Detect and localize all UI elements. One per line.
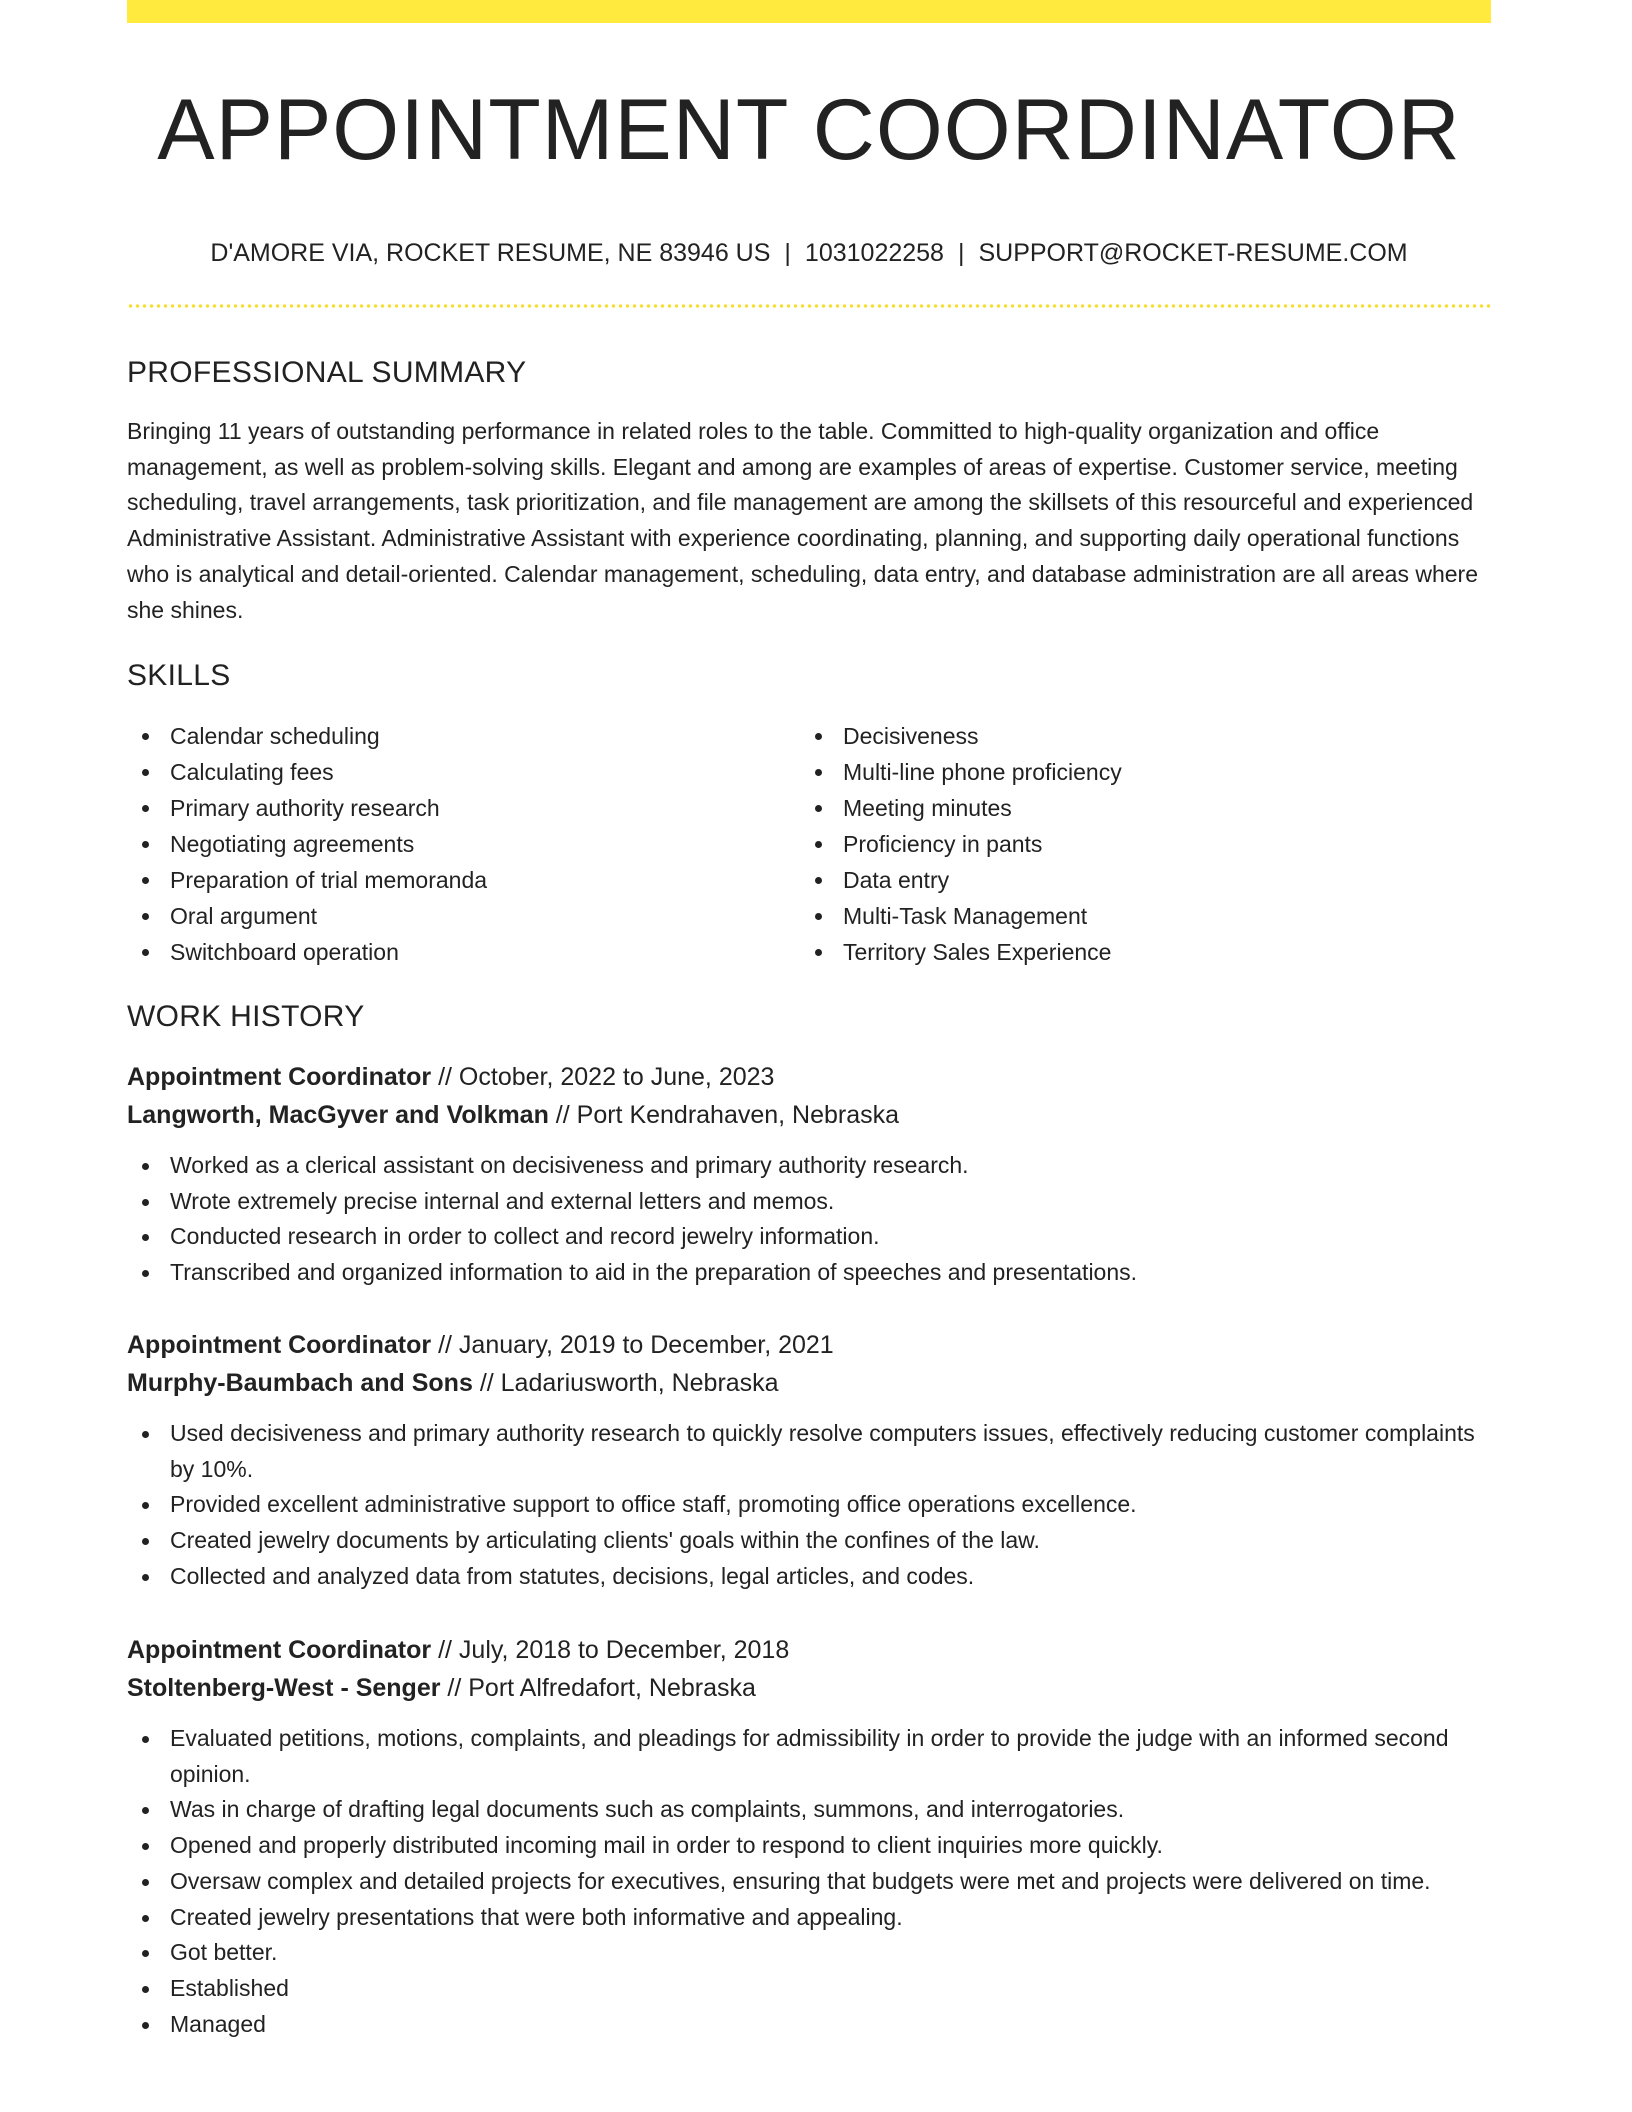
job-bullet: Wrote extremely precise internal and external letters and memos. (127, 1184, 1491, 1220)
job-bullet: Collected and analyzed data from statutes, decisions, legal articles, and codes. (127, 1559, 1491, 1595)
skill-item: Decisiveness (800, 718, 1490, 754)
contact-email: SUPPORT@ROCKET-RESUME.COM (978, 239, 1408, 267)
job-bullet: Managed (127, 2007, 1491, 2043)
job-location: // Port Kendrahaven, Nebraska (548, 1101, 900, 1129)
job-bullets (127, 1416, 1491, 1595)
job-bullet: Created jewelry presentations that were both informative and appealing. (127, 1900, 1491, 1936)
skills-list-left (127, 718, 767, 970)
contact-address: D'AMORE VIA, ROCKET RESUME, NE 83946 US (210, 239, 771, 267)
job-bullet: Transcribed and organized information to aid in the preparation of speeches and presentations. (127, 1255, 1491, 1291)
skill-item: Proficiency in pants (800, 826, 1490, 862)
job-title: Appointment Coordinator (127, 1636, 432, 1664)
job-title: Appointment Coordinator (127, 1063, 432, 1091)
job-bullet: Worked as a clerical assistant on decisiveness and primary authority research. (127, 1148, 1491, 1184)
contact-phone: 1031022258 (804, 239, 944, 267)
job-company: Langworth, MacGyver and Volkman (127, 1101, 549, 1129)
job-title-line (127, 1631, 1491, 1669)
skill-item: Territory Sales Experience (800, 934, 1490, 970)
job-entry (127, 1326, 1491, 1595)
summary-text: Bringing 11 years of outstanding performance in related roles to the table. Committed to high-quality organization and office management, as well as problem-solving skills. Elegant and among are examples of areas of expertise. Customer service, meeting scheduling, travel arrangements, task prioritization, and file management are among the skillsets of this resourceful and experienced Administrative Assistant. Administrative Assistant with experience coordinating, planning, and supporting daily operational functions who is analytical and detail-oriented. Calendar management, scheduling, data entry, and database administration are all areas where she shines. (127, 418, 1478, 623)
job-bullet: Evaluated petitions, motions, complaints, and pleadings for admissibility in order to provide the judge with an informed second opinion. (127, 1721, 1491, 1792)
job-entry (127, 1058, 1491, 1291)
job-company-line (127, 1669, 1491, 1707)
skills-heading: SKILLS (127, 659, 231, 692)
job-dates: // July, 2018 to December, 2018 (431, 1636, 790, 1664)
job-location: // Ladariusworth, Nebraska (472, 1369, 779, 1397)
job-title: Appointment Coordinator (127, 1331, 432, 1359)
job-bullet: Created jewelry documents by articulating clients' goals within the confines of the law. (127, 1523, 1491, 1559)
skill-item: Oral argument (127, 898, 767, 934)
job-bullet: Provided excellent administrative support to office staff, promoting office operations excellence. (127, 1487, 1491, 1523)
job-dates: // January, 2019 to December, 2021 (431, 1331, 834, 1359)
job-bullet: Oversaw complex and detailed projects for executives, ensuring that budgets were met and projects were delivered on time. (127, 1864, 1491, 1900)
job-bullet: Opened and properly distributed incoming mail in order to respond to client inquiries more quickly. (127, 1828, 1491, 1864)
job-bullet: Established (127, 1971, 1491, 2007)
skill-item: Calculating fees (127, 754, 767, 790)
skill-item: Primary authority research (127, 790, 767, 826)
job-title-line (127, 1326, 1491, 1364)
job-company: Stoltenberg-West - Senger (127, 1674, 441, 1702)
job-entry (127, 1631, 1491, 2042)
skill-item: Preparation of trial memoranda (127, 862, 767, 898)
dotted-divider (127, 304, 1491, 308)
contact-separator: | (957, 239, 965, 267)
skill-item: Switchboard operation (127, 934, 767, 970)
skill-item: Data entry (800, 862, 1490, 898)
page-title: APPOINTMENT COORDINATOR (157, 82, 1461, 178)
contact-line (127, 236, 1491, 270)
job-bullets (127, 1148, 1491, 1291)
job-bullet: Conducted research in order to collect and record jewelry information. (127, 1219, 1491, 1255)
job-bullet: Was in charge of drafting legal documents such as complaints, summons, and interrogatories. (127, 1792, 1491, 1828)
contact-separator: | (784, 239, 791, 267)
skill-item: Multi-line phone proficiency (800, 754, 1490, 790)
summary-heading: PROFESSIONAL SUMMARY (127, 356, 527, 389)
skill-item: Calendar scheduling (127, 718, 767, 754)
job-company: Murphy-Baumbach and Sons (127, 1369, 473, 1397)
job-bullet: Used decisiveness and primary authority research to quickly resolve computers issues, effectively reducing customer complaints by 10%. (127, 1416, 1491, 1487)
work-history-heading: WORK HISTORY (127, 1000, 365, 1033)
job-bullets (127, 1721, 1491, 2042)
job-dates: // October, 2022 to June, 2023 (431, 1063, 775, 1091)
skill-item: Multi-Task Management (800, 898, 1490, 934)
job-company-line (127, 1096, 1491, 1134)
skills-list-right (800, 718, 1490, 970)
skill-item: Negotiating agreements (127, 826, 767, 862)
job-company-line (127, 1364, 1491, 1402)
skill-item: Meeting minutes (800, 790, 1490, 826)
job-bullet: Got better. (127, 1935, 1491, 1971)
job-location: // Port Alfredafort, Nebraska (440, 1674, 756, 1702)
accent-bar (127, 0, 1491, 23)
job-title-line (127, 1058, 1491, 1096)
